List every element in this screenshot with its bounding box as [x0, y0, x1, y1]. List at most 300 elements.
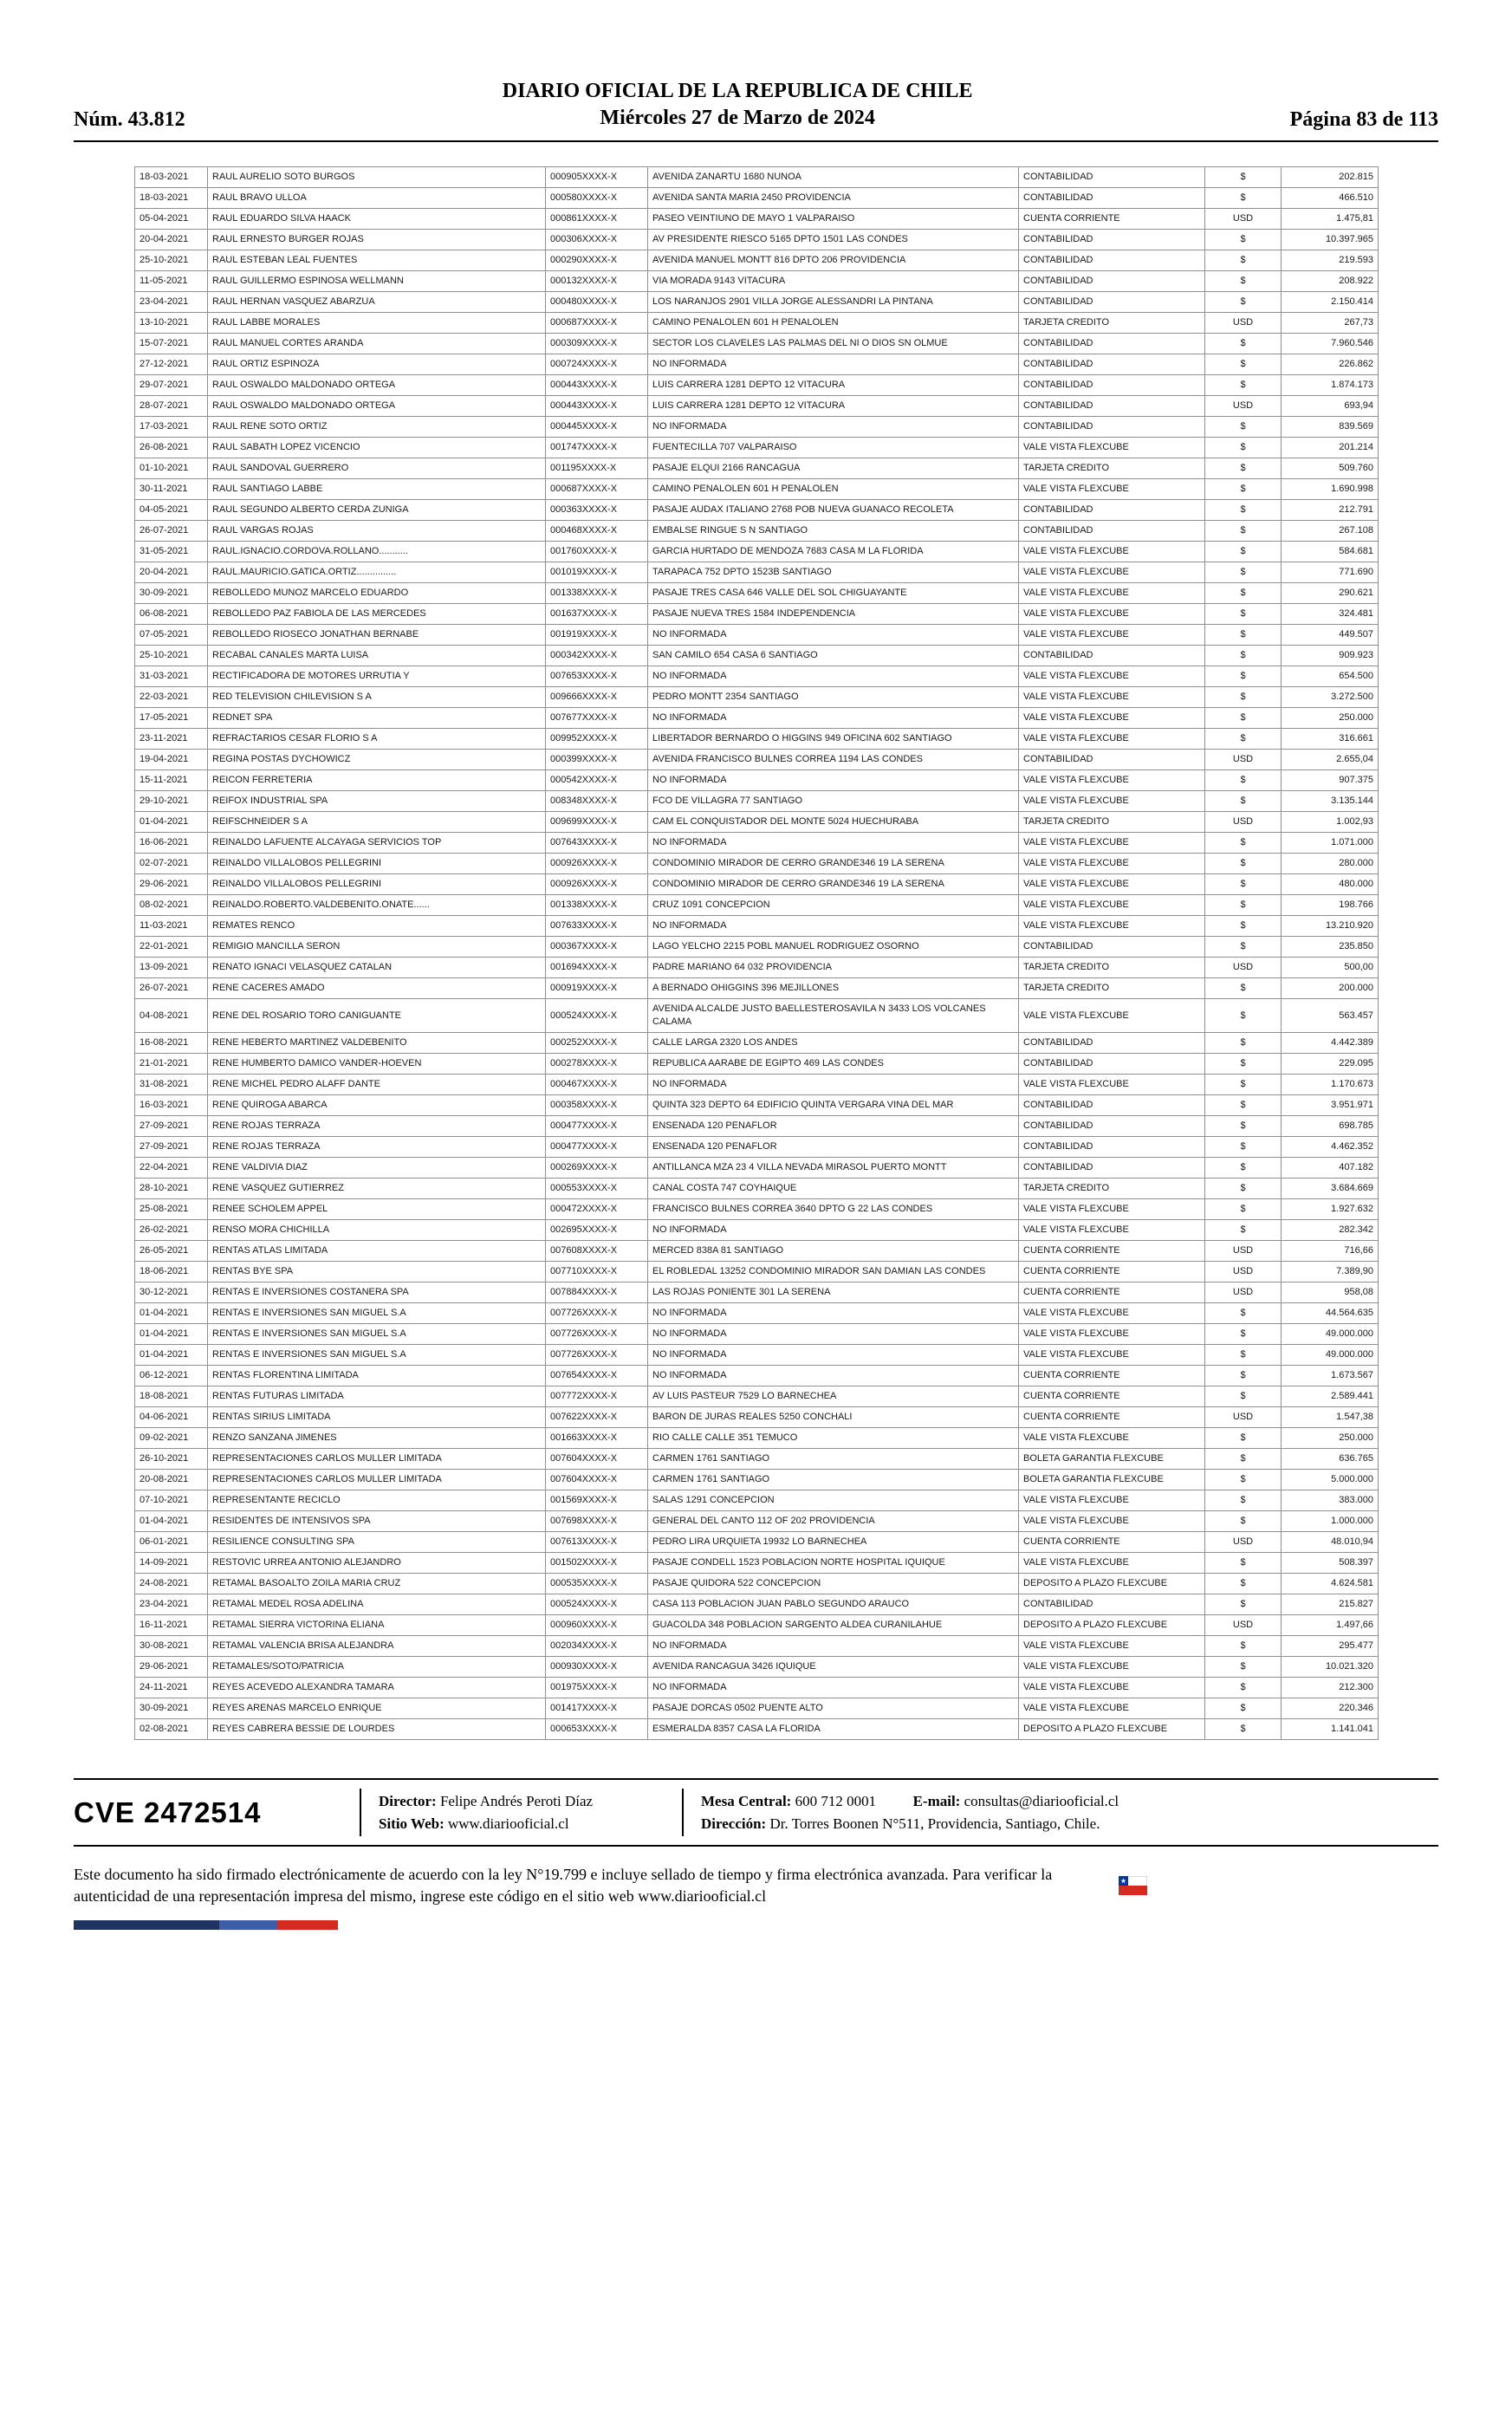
cell-date: 28-10-2021 — [135, 1179, 208, 1199]
table-row — [135, 542, 1379, 562]
cell-currency: $ — [1205, 271, 1282, 292]
cell-date: 25-08-2021 — [135, 1199, 208, 1220]
cell-amount: 267.108 — [1282, 521, 1379, 542]
records-table-body — [135, 167, 1379, 1740]
cell-amount: 4.624.581 — [1282, 1574, 1379, 1594]
cell-id: 007710XXXX-X — [546, 1262, 648, 1282]
cell-date: 11-05-2021 — [135, 271, 208, 292]
cell-currency: $ — [1205, 854, 1282, 874]
cell-date: 31-08-2021 — [135, 1075, 208, 1095]
cell-date: 05-04-2021 — [135, 209, 208, 230]
cell-address: PASAJE TRES CASA 646 VALLE DEL SOL CHIGUAYANTE — [648, 583, 1019, 604]
cell-currency: $ — [1205, 1470, 1282, 1490]
cell-account: CONTABILIDAD — [1019, 1095, 1205, 1116]
records-table — [134, 166, 1379, 1740]
table-row — [135, 1719, 1379, 1740]
cell-currency: $ — [1205, 1345, 1282, 1366]
cell-id: 000477XXXX-X — [546, 1137, 648, 1158]
cell-amount: 958,08 — [1282, 1282, 1379, 1303]
cell-currency: $ — [1205, 1511, 1282, 1532]
cell-account: CONTABILIDAD — [1019, 1137, 1205, 1158]
cell-address: GARCIA HURTADO DE MENDOZA 7683 CASA M LA FLORIDA — [648, 542, 1019, 562]
cell-currency: $ — [1205, 1220, 1282, 1241]
cell-date: 20-04-2021 — [135, 230, 208, 250]
cell-date: 16-08-2021 — [135, 1033, 208, 1054]
footer-director-block — [360, 1789, 682, 1836]
cell-address: CAMINO PENALOLEN 601 H PENALOLEN — [648, 313, 1019, 334]
cell-name: RECTIFICADORA DE MOTORES URRUTIA Y — [208, 666, 546, 687]
cell-currency: USD — [1205, 812, 1282, 833]
table-row — [135, 1033, 1379, 1054]
cell-id: 000580XXXX-X — [546, 188, 648, 209]
bar-blue-segment — [219, 1920, 277, 1930]
table-row — [135, 292, 1379, 313]
cell-address: SALAS 1291 CONCEPCION — [648, 1490, 1019, 1511]
cell-account: CUENTA CORRIENTE — [1019, 1532, 1205, 1553]
cell-account: CUENTA CORRIENTE — [1019, 1241, 1205, 1262]
cell-account: VALE VISTA FLEXCUBE — [1019, 895, 1205, 916]
cell-id: 007726XXXX-X — [546, 1303, 648, 1324]
cell-address: AVENIDA FRANCISCO BULNES CORREA 1194 LAS CONDES — [648, 750, 1019, 770]
cell-date: 19-04-2021 — [135, 750, 208, 770]
cell-id: 000930XXXX-X — [546, 1657, 648, 1678]
cell-date: 04-06-2021 — [135, 1407, 208, 1428]
cell-currency: $ — [1205, 438, 1282, 458]
cell-amount: 1.497,66 — [1282, 1615, 1379, 1636]
cell-account: BOLETA GARANTIA FLEXCUBE — [1019, 1449, 1205, 1470]
cell-account: TARJETA CREDITO — [1019, 313, 1205, 334]
table-row — [135, 167, 1379, 188]
cell-date: 29-06-2021 — [135, 874, 208, 895]
cell-currency: $ — [1205, 250, 1282, 271]
cell-id: 001338XXXX-X — [546, 583, 648, 604]
cell-name: RAUL VARGAS ROJAS — [208, 521, 546, 542]
cell-account: VALE VISTA FLEXCUBE — [1019, 1345, 1205, 1366]
table-row — [135, 250, 1379, 271]
cell-account: VALE VISTA FLEXCUBE — [1019, 999, 1205, 1033]
cell-currency: USD — [1205, 209, 1282, 230]
cell-name: RESTOVIC URREA ANTONIO ALEJANDRO — [208, 1553, 546, 1574]
cell-currency: USD — [1205, 313, 1282, 334]
cell-address: LOS NARANJOS 2901 VILLA JORGE ALESSANDRI LA PINTANA — [648, 292, 1019, 313]
table-row — [135, 625, 1379, 646]
cell-id: 000653XXXX-X — [546, 1719, 648, 1740]
cell-name: REYES CABRERA BESSIE DE LOURDES — [208, 1719, 546, 1740]
table-row — [135, 1303, 1379, 1324]
cell-address: PASAJE DORCAS 0502 PUENTE ALTO — [648, 1698, 1019, 1719]
cell-address: CAMINO PENALOLEN 601 H PENALOLEN — [648, 479, 1019, 500]
cell-date: 01-04-2021 — [135, 1345, 208, 1366]
table-row — [135, 604, 1379, 625]
cell-currency: $ — [1205, 625, 1282, 646]
table-row — [135, 750, 1379, 770]
cell-date: 02-07-2021 — [135, 854, 208, 874]
cell-date: 18-03-2021 — [135, 188, 208, 209]
cell-name: RAUL GUILLERMO ESPINOSA WELLMANN — [208, 271, 546, 292]
cell-address: A BERNADO OHIGGINS 396 MEJILLONES — [648, 978, 1019, 999]
cell-name: RENTAS BYE SPA — [208, 1262, 546, 1282]
cell-account: VALE VISTA FLEXCUBE — [1019, 542, 1205, 562]
cell-id: 000467XXXX-X — [546, 1075, 648, 1095]
cell-address: ENSENADA 120 PENAFLOR — [648, 1116, 1019, 1137]
website-line — [379, 1813, 665, 1835]
cell-currency: $ — [1205, 1137, 1282, 1158]
table-row — [135, 1179, 1379, 1199]
bar-navy-segment — [74, 1920, 219, 1930]
cell-currency: $ — [1205, 791, 1282, 812]
cell-currency: $ — [1205, 1636, 1282, 1657]
cell-id: 000724XXXX-X — [546, 354, 648, 375]
cell-currency: USD — [1205, 1532, 1282, 1553]
cell-account: VALE VISTA FLEXCUBE — [1019, 1199, 1205, 1220]
cell-date: 30-09-2021 — [135, 583, 208, 604]
cell-date: 25-10-2021 — [135, 250, 208, 271]
cell-id: 000443XXXX-X — [546, 375, 648, 396]
cell-amount: 212.300 — [1282, 1678, 1379, 1698]
cell-date: 26-05-2021 — [135, 1241, 208, 1262]
cell-id: 009699XXXX-X — [546, 812, 648, 833]
cell-currency: $ — [1205, 542, 1282, 562]
cell-id: 000687XXXX-X — [546, 313, 648, 334]
table-row — [135, 438, 1379, 458]
cell-address: CARMEN 1761 SANTIAGO — [648, 1449, 1019, 1470]
cell-account: VALE VISTA FLEXCUBE — [1019, 1511, 1205, 1532]
cell-account: VALE VISTA FLEXCUBE — [1019, 770, 1205, 791]
cell-name: RAUL ERNESTO BURGER ROJAS — [208, 230, 546, 250]
cell-id: 000290XXXX-X — [546, 250, 648, 271]
cell-currency: $ — [1205, 521, 1282, 542]
email-value: consultas@diariooficial.cl — [964, 1793, 1119, 1810]
table-row — [135, 396, 1379, 417]
cell-account: VALE VISTA FLEXCUBE — [1019, 1678, 1205, 1698]
cell-account: CONTABILIDAD — [1019, 250, 1205, 271]
cell-amount: 693,94 — [1282, 396, 1379, 417]
cell-date: 30-11-2021 — [135, 479, 208, 500]
cell-account: CONTABILIDAD — [1019, 271, 1205, 292]
cell-name: RENEE SCHOLEM APPEL — [208, 1199, 546, 1220]
cell-currency: $ — [1205, 937, 1282, 958]
cell-id: 001663XXXX-X — [546, 1428, 648, 1449]
cell-account: CONTABILIDAD — [1019, 1158, 1205, 1179]
cve-code: CVE 2472514 — [74, 1795, 262, 1828]
table-row — [135, 729, 1379, 750]
cell-name: RETAMAL VALENCIA BRISA ALEJANDRA — [208, 1636, 546, 1657]
cell-account: CONTABILIDAD — [1019, 1054, 1205, 1075]
cell-account: CONTABILIDAD — [1019, 750, 1205, 770]
table-row — [135, 334, 1379, 354]
cell-account: VALE VISTA FLEXCUBE — [1019, 1490, 1205, 1511]
cell-date: 04-05-2021 — [135, 500, 208, 521]
cell-id: 000542XXXX-X — [546, 770, 648, 791]
cell-account: CONTABILIDAD — [1019, 375, 1205, 396]
footer-info-bar — [74, 1778, 1438, 1847]
cell-amount: 1.690.998 — [1282, 479, 1379, 500]
cell-amount: 383.000 — [1282, 1490, 1379, 1511]
cell-name: REGINA POSTAS DYCHOWICZ — [208, 750, 546, 770]
cell-amount: 466.510 — [1282, 188, 1379, 209]
cell-account: DEPOSITO A PLAZO FLEXCUBE — [1019, 1719, 1205, 1740]
cell-address: ENSENADA 120 PENAFLOR — [648, 1137, 1019, 1158]
table-row — [135, 188, 1379, 209]
cell-account: CONTABILIDAD — [1019, 188, 1205, 209]
cell-account: VALE VISTA FLEXCUBE — [1019, 791, 1205, 812]
cell-date: 23-04-2021 — [135, 1594, 208, 1615]
cell-account: VALE VISTA FLEXCUBE — [1019, 625, 1205, 646]
cell-date: 17-05-2021 — [135, 708, 208, 729]
cell-currency: $ — [1205, 354, 1282, 375]
cell-id: 000524XXXX-X — [546, 999, 648, 1033]
cell-account: DEPOSITO A PLAZO FLEXCUBE — [1019, 1615, 1205, 1636]
cell-name: REINALDO LAFUENTE ALCAYAGA SERVICIOS TOP — [208, 833, 546, 854]
cell-account: CONTABILIDAD — [1019, 417, 1205, 438]
cell-date: 26-08-2021 — [135, 438, 208, 458]
cell-account: CONTABILIDAD — [1019, 167, 1205, 188]
cell-amount: 324.481 — [1282, 604, 1379, 625]
cell-currency: $ — [1205, 1303, 1282, 1324]
cell-name: RENE VASQUEZ GUTIERREZ — [208, 1179, 546, 1199]
cell-account: TARJETA CREDITO — [1019, 458, 1205, 479]
cell-name: RENATO IGNACI VELASQUEZ CATALAN — [208, 958, 546, 978]
cell-id: 002695XXXX-X — [546, 1220, 648, 1241]
cell-name: RESILIENCE CONSULTING SPA — [208, 1532, 546, 1553]
cell-id: 007726XXXX-X — [546, 1345, 648, 1366]
cell-account: CONTABILIDAD — [1019, 354, 1205, 375]
cell-id: 007604XXXX-X — [546, 1449, 648, 1470]
cell-name: RETAMAL MEDEL ROSA ADELINA — [208, 1594, 546, 1615]
cell-currency: $ — [1205, 292, 1282, 313]
cell-name: REBOLLEDO MUNOZ MARCELO EDUARDO — [208, 583, 546, 604]
cell-account: VALE VISTA FLEXCUBE — [1019, 729, 1205, 750]
cell-amount: 2.655,04 — [1282, 750, 1379, 770]
cell-name: RENE ROJAS TERRAZA — [208, 1116, 546, 1137]
cell-id: 007677XXXX-X — [546, 708, 648, 729]
cell-currency: $ — [1205, 1179, 1282, 1199]
masthead — [0, 0, 1512, 142]
cell-account: VALE VISTA FLEXCUBE — [1019, 1698, 1205, 1719]
cell-currency: $ — [1205, 1553, 1282, 1574]
cell-account: CONTABILIDAD — [1019, 646, 1205, 666]
cell-id: 007633XXXX-X — [546, 916, 648, 937]
page-date: Miércoles 27 de Marzo de 2024 — [600, 107, 875, 130]
cell-address: RIO CALLE CALLE 351 TEMUCO — [648, 1428, 1019, 1449]
cell-name: RENTAS ATLAS LIMITADA — [208, 1241, 546, 1262]
cell-id: 000535XXXX-X — [546, 1574, 648, 1594]
cell-account: CUENTA CORRIENTE — [1019, 1282, 1205, 1303]
table-row — [135, 1594, 1379, 1615]
table-row — [135, 791, 1379, 812]
cell-id: 001338XXXX-X — [546, 895, 648, 916]
cell-amount: 250.000 — [1282, 1428, 1379, 1449]
cell-date: 27-09-2021 — [135, 1116, 208, 1137]
table-row — [135, 1095, 1379, 1116]
cell-id: 001919XXXX-X — [546, 625, 648, 646]
cell-currency: $ — [1205, 1719, 1282, 1740]
cell-name: REICON FERRETERIA — [208, 770, 546, 791]
table-row — [135, 521, 1379, 542]
cell-account: VALE VISTA FLEXCUBE — [1019, 1324, 1205, 1345]
cell-id: 000252XXXX-X — [546, 1033, 648, 1054]
cell-address: NO INFORMADA — [648, 354, 1019, 375]
cell-date: 22-01-2021 — [135, 937, 208, 958]
cell-address: NO INFORMADA — [648, 708, 1019, 729]
cell-address: GUACOLDA 348 POBLACION SARGENTO ALDEA CURANILAHUE — [648, 1615, 1019, 1636]
table-row — [135, 458, 1379, 479]
table-row — [135, 1282, 1379, 1303]
cell-currency: $ — [1205, 770, 1282, 791]
cell-account: VALE VISTA FLEXCUBE — [1019, 833, 1205, 854]
cell-amount: 449.507 — [1282, 625, 1379, 646]
cell-date: 06-08-2021 — [135, 604, 208, 625]
table-row — [135, 1532, 1379, 1553]
cell-account: VALE VISTA FLEXCUBE — [1019, 583, 1205, 604]
table-row — [135, 313, 1379, 334]
cell-address: NO INFORMADA — [648, 1366, 1019, 1386]
table-row — [135, 1137, 1379, 1158]
table-row — [135, 1678, 1379, 1698]
cell-date: 31-05-2021 — [135, 542, 208, 562]
cell-name: REBOLLEDO RIOSECO JONATHAN BERNABE — [208, 625, 546, 646]
cell-id: 000477XXXX-X — [546, 1116, 648, 1137]
cell-id: 007772XXXX-X — [546, 1386, 648, 1407]
cell-amount: 1.874.173 — [1282, 375, 1379, 396]
cell-id: 007643XXXX-X — [546, 833, 648, 854]
cell-date: 21-01-2021 — [135, 1054, 208, 1075]
cell-address: PASAJE NUEVA TRES 1584 INDEPENDENCIA — [648, 604, 1019, 625]
cell-address: LUIS CARRERA 1281 DEPTO 12 VITACURA — [648, 375, 1019, 396]
table-row — [135, 895, 1379, 916]
cell-account: VALE VISTA FLEXCUBE — [1019, 1657, 1205, 1678]
cell-name: RENTAS FLORENTINA LIMITADA — [208, 1366, 546, 1386]
cell-amount: 7.960.546 — [1282, 334, 1379, 354]
cell-name: REMIGIO MANCILLA SERON — [208, 937, 546, 958]
cell-name: RENE CACERES AMADO — [208, 978, 546, 999]
cell-id: 002034XXXX-X — [546, 1636, 648, 1657]
cell-currency: $ — [1205, 999, 1282, 1033]
cell-address: FUENTECILLA 707 VALPARAISO — [648, 438, 1019, 458]
website-label: Sitio Web: — [379, 1815, 445, 1832]
cell-date: 07-10-2021 — [135, 1490, 208, 1511]
cell-amount: 201.214 — [1282, 438, 1379, 458]
cell-date: 26-02-2021 — [135, 1220, 208, 1241]
cell-name: RENE MICHEL PEDRO ALAFF DANTE — [208, 1075, 546, 1095]
cell-address: NO INFORMADA — [648, 417, 1019, 438]
cell-id: 001975XXXX-X — [546, 1678, 648, 1698]
cell-account: VALE VISTA FLEXCUBE — [1019, 874, 1205, 895]
table-row — [135, 209, 1379, 230]
phone-email-line — [701, 1790, 1119, 1813]
cell-account: VALE VISTA FLEXCUBE — [1019, 1553, 1205, 1574]
cell-currency: $ — [1205, 188, 1282, 209]
cell-date: 30-12-2021 — [135, 1282, 208, 1303]
cell-name: RENE VALDIVIA DIAZ — [208, 1158, 546, 1179]
cell-account: CONTABILIDAD — [1019, 292, 1205, 313]
bar-red-segment — [277, 1920, 338, 1930]
cell-name: RESIDENTES DE INTENSIVOS SPA — [208, 1511, 546, 1532]
cell-id: 000278XXXX-X — [546, 1054, 648, 1075]
cell-name: REFRACTARIOS CESAR FLORIO S A — [208, 729, 546, 750]
cell-amount: 235.850 — [1282, 937, 1379, 958]
table-row — [135, 1574, 1379, 1594]
cell-amount: 4.442.389 — [1282, 1033, 1379, 1054]
cell-amount: 584.681 — [1282, 542, 1379, 562]
cell-id: 000363XXXX-X — [546, 500, 648, 521]
cell-amount: 49.000.000 — [1282, 1345, 1379, 1366]
table-row — [135, 417, 1379, 438]
table-row — [135, 770, 1379, 791]
cell-amount: 563.457 — [1282, 999, 1379, 1033]
cell-name: RAUL RENE SOTO ORTIZ — [208, 417, 546, 438]
cell-name: RAUL SABATH LOPEZ VICENCIO — [208, 438, 546, 458]
cell-address: CONDOMINIO MIRADOR DE CERRO GRANDE346 19 LA SERENA — [648, 854, 1019, 874]
cell-date: 01-04-2021 — [135, 1511, 208, 1532]
cell-address: SAN CAMILO 654 CASA 6 SANTIAGO — [648, 646, 1019, 666]
cell-date: 18-03-2021 — [135, 167, 208, 188]
cell-account: TARJETA CREDITO — [1019, 978, 1205, 999]
table-row — [135, 1490, 1379, 1511]
cell-address: PASAJE QUIDORA 522 CONCEPCION — [648, 1574, 1019, 1594]
cell-account: TARJETA CREDITO — [1019, 1179, 1205, 1199]
table-row — [135, 562, 1379, 583]
cell-address: CANAL COSTA 747 COYHAIQUE — [648, 1179, 1019, 1199]
cell-name: REIFSCHNEIDER S A — [208, 812, 546, 833]
cell-name: RENE HUMBERTO DAMICO VANDER-HOEVEN — [208, 1054, 546, 1075]
cell-amount: 698.785 — [1282, 1116, 1379, 1137]
cell-address: EL ROBLEDAL 13252 CONDOMINIO MIRADOR SAN DAMIAN LAS CONDES — [648, 1262, 1019, 1282]
cell-id: 000132XXXX-X — [546, 271, 648, 292]
cell-address: NO INFORMADA — [648, 1220, 1019, 1241]
cell-name: RENTAS E INVERSIONES SAN MIGUEL S.A — [208, 1303, 546, 1324]
cell-account: VALE VISTA FLEXCUBE — [1019, 1220, 1205, 1241]
cell-account: VALE VISTA FLEXCUBE — [1019, 1303, 1205, 1324]
cell-currency: $ — [1205, 1075, 1282, 1095]
table-row — [135, 1262, 1379, 1282]
table-row — [135, 1158, 1379, 1179]
cell-address: FCO DE VILLAGRA 77 SANTIAGO — [648, 791, 1019, 812]
cell-amount: 3.684.669 — [1282, 1179, 1379, 1199]
cell-date: 29-10-2021 — [135, 791, 208, 812]
cell-date: 27-12-2021 — [135, 354, 208, 375]
cell-address: BARON DE JURAS REALES 5250 CONCHALI — [648, 1407, 1019, 1428]
cell-address: AVENIDA ALCALDE JUSTO BAELLESTEROSAVILA N 3433 LOS VOLCANES CALAMA — [648, 999, 1019, 1033]
cell-amount: 10.021.320 — [1282, 1657, 1379, 1678]
cell-name: REINALDO VILLALOBOS PELLEGRINI — [208, 874, 546, 895]
cell-account: CONTABILIDAD — [1019, 521, 1205, 542]
cell-amount: 407.182 — [1282, 1158, 1379, 1179]
cell-address: AV LUIS PASTEUR 7529 LO BARNECHEA — [648, 1386, 1019, 1407]
cell-address: AVENIDA SANTA MARIA 2450 PROVIDENCIA — [648, 188, 1019, 209]
cell-id: 001417XXXX-X — [546, 1698, 648, 1719]
cell-id: 001195XXXX-X — [546, 458, 648, 479]
cell-date: 23-04-2021 — [135, 292, 208, 313]
cell-amount: 10.397.965 — [1282, 230, 1379, 250]
cell-address: NO INFORMADA — [648, 1324, 1019, 1345]
table-row — [135, 999, 1379, 1033]
cell-id: 007653XXXX-X — [546, 666, 648, 687]
cell-address: LIBERTADOR BERNARDO O HIGGINS 949 OFICINA 602 SANTIAGO — [648, 729, 1019, 750]
cell-currency: $ — [1205, 1490, 1282, 1511]
cell-name: RAUL HERNAN VASQUEZ ABARZUA — [208, 292, 546, 313]
cell-date: 29-06-2021 — [135, 1657, 208, 1678]
cell-name: REINALDO.ROBERTO.VALDEBENITO.ONATE...... — [208, 895, 546, 916]
cell-date: 01-04-2021 — [135, 1324, 208, 1345]
cell-name: RAUL SEGUNDO ALBERTO CERDA ZUNIGA — [208, 500, 546, 521]
table-row — [135, 1698, 1379, 1719]
cell-id: 000358XXXX-X — [546, 1095, 648, 1116]
cell-amount: 200.000 — [1282, 978, 1379, 999]
cell-amount: 220.346 — [1282, 1698, 1379, 1719]
cell-date: 08-02-2021 — [135, 895, 208, 916]
table-row — [135, 916, 1379, 937]
